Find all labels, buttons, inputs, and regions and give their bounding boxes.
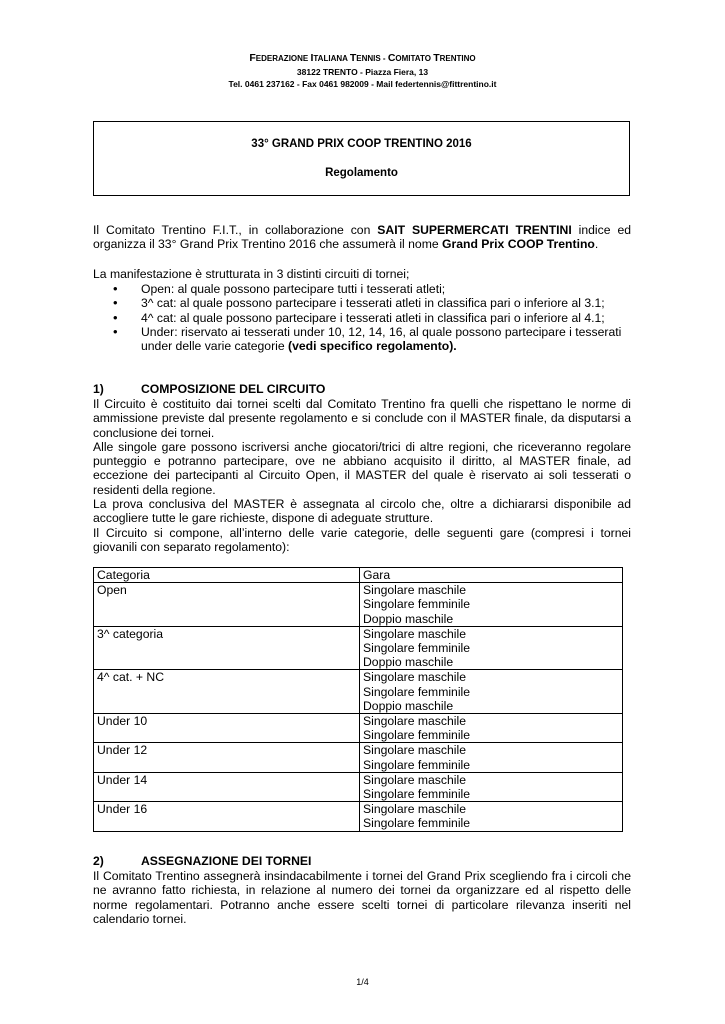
events-cell: Singolare maschile Singolare femminile bbox=[360, 772, 623, 801]
events-cell: Singolare maschile Singolare femminile bbox=[360, 802, 623, 831]
category-cell: Under 16 bbox=[94, 802, 360, 831]
paragraph: Alle singole gare possono iscriversi anche giocatori/trici di altre regioni, che riceveranno regolare punteggio e potranno partecipare, ove ne abbiano acquisito il diritto, al MASTER finale, ad eccezione dei partecipanti al Circuito Open, il MASTER del quale è riservato ai soli tesserati o residenti della regione. bbox=[93, 439, 631, 497]
section-2-heading: 2) ASSEGNAZIONE DEI TORNEI bbox=[93, 854, 312, 868]
list-item: • 4^ cat: al quale possono partecipare i tesserati atleti in classifica pari o inferiore al 4.1; bbox=[113, 311, 633, 325]
document-subtitle: Regolamento bbox=[325, 167, 398, 179]
category-cell: Under 12 bbox=[94, 743, 360, 772]
table-row bbox=[94, 583, 623, 627]
table-row bbox=[94, 714, 623, 743]
paragraph: Il Circuito è costituito dai tornei scelti dal Comitato Trentino fra quelli che rispettano le norme di ammissione previste dal presente regolamento e si conclude con il MASTER finale, da disputarsi a conclusione dei tornei. bbox=[93, 397, 631, 440]
events-cell: Singolare maschile Singolare femminile bbox=[360, 714, 623, 743]
table-row bbox=[94, 670, 623, 714]
section-1-body bbox=[93, 397, 631, 554]
events-cell: Singolare maschile Singolare femminile Doppio maschile bbox=[360, 626, 623, 670]
section-1-heading: 1) COMPOSIZIONE DEL CIRCUITO bbox=[93, 382, 326, 396]
circuits-list bbox=[113, 282, 633, 353]
organization-contacts: Tel. 0461 237162 - Fax 0461 982009 - Mail federtennis@fittrentino.it bbox=[228, 79, 497, 89]
table-header-row bbox=[94, 568, 623, 583]
column-header-categoria: Categoria bbox=[94, 568, 360, 583]
competitions-table bbox=[93, 567, 623, 832]
events-cell: Singolare maschile Singolare femminile bbox=[360, 743, 623, 772]
category-cell: Under 10 bbox=[94, 714, 360, 743]
page-number: 1/4 bbox=[356, 977, 369, 987]
intro-paragraph: Il Comitato Trentino F.I.T., in collaborazione con SAIT SUPERMERCATI TRENTINI indice ed organizza il 33° Grand Prix Trentino 2016 che assumerà il nome Grand Prix COOP Trentino. bbox=[93, 223, 632, 252]
table-row bbox=[94, 743, 623, 772]
section-2-body: Il Comitato Trentino assegnerà insindacabilmente i tornei del Grand Prix scegliendo fra i circoli che ne avranno fatto richiesta, in relazione al numero dei tornei da organizzare ed al rispetto delle norme regolamentari. Potranno anche essere scelti tornei di particolare rilevanza inseriti nel calendario tornei. bbox=[93, 869, 631, 926]
organization-name: FEDERAZIONE ITALIANA TENNIS - COMITATO TRENTINO bbox=[249, 52, 476, 64]
paragraph: La prova conclusiva del MASTER è assegnata al circolo che, oltre a dichiararsi disponibile ad accogliere tutte le gare richieste, dispone di adeguate strutture. bbox=[93, 497, 631, 526]
table-row bbox=[94, 802, 623, 831]
events-cell: Singolare maschile Singolare femminile Doppio maschile bbox=[360, 583, 623, 627]
events-cell: Singolare maschile Singolare femminile Doppio maschile bbox=[360, 670, 623, 714]
paragraph: Il Circuito si compone, allʼinterno delle varie categorie, delle seguenti gare (compresi i tornei giovanili con separato regolamento): bbox=[93, 525, 631, 554]
list-item: • Under: riservato ai tesserati under 10, 12, 14, 16, al quale possono partecipare i tesserati under delle varie categorie (vedi specifico regolamento). bbox=[113, 325, 633, 354]
document-title: 33° GRAND PRIX COOP TRENTINO 2016 bbox=[251, 138, 472, 150]
organization-address: 38122 TRENTO - Piazza Fiera, 13 bbox=[296, 67, 429, 77]
circuits-intro: La manifestazione è strutturata in 3 distinti circuiti di tornei; bbox=[93, 267, 410, 281]
category-cell: Open bbox=[94, 583, 360, 627]
table-row bbox=[94, 772, 623, 801]
column-header-gara: Gara bbox=[360, 568, 623, 583]
list-item: • 3^ cat: al quale possono partecipare i tesserati atleti in classifica pari o inferiore al 3.1; bbox=[113, 296, 633, 310]
category-cell: 3^ categoria bbox=[94, 626, 360, 670]
category-cell: 4^ cat. + NC bbox=[94, 670, 360, 714]
table-row bbox=[94, 626, 623, 670]
list-item: • Open: al quale possono partecipare tutti i tesserati atleti; bbox=[113, 282, 633, 296]
title-box bbox=[93, 121, 630, 196]
category-cell: Under 14 bbox=[94, 772, 360, 801]
